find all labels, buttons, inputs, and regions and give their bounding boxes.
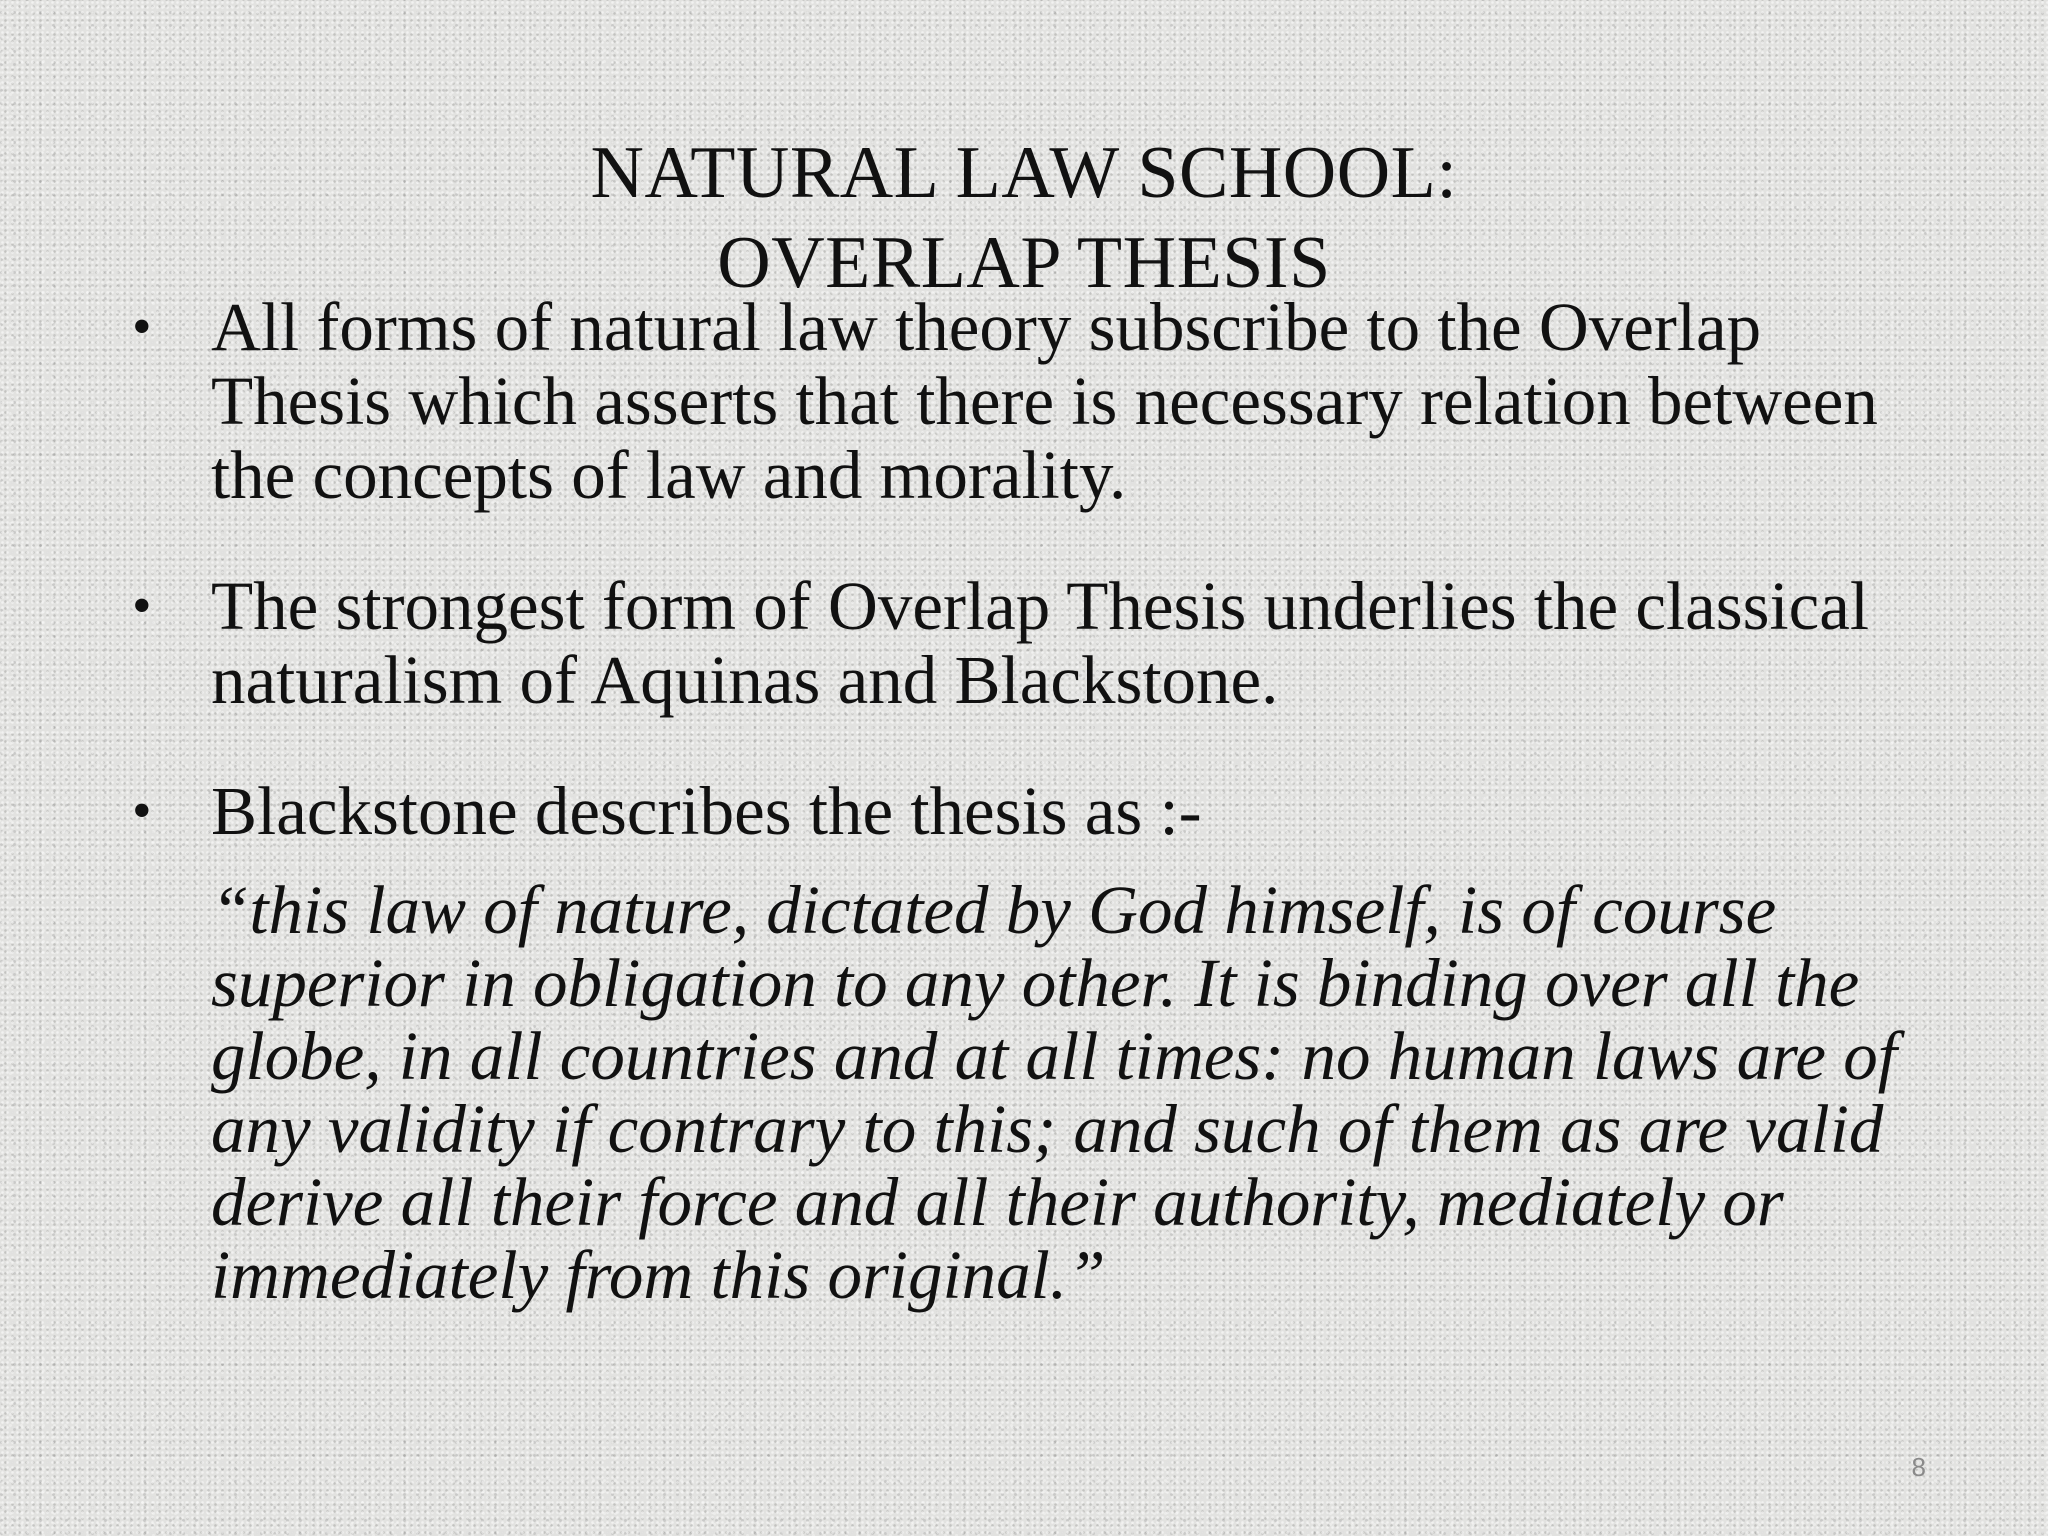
bullet-text: All forms of natural law theory subscribe to the Overlap Thesis which asserts that there is necessary relation between the concepts of law and morality. xyxy=(211,289,1878,513)
bullet-icon: • xyxy=(132,780,152,842)
bullet-list xyxy=(132,290,1932,1312)
bullet-text: Blackstone describes the thesis as :- xyxy=(211,773,1202,849)
bullet-text: The strongest form of Overlap Thesis underlies the classical naturalism of Aquinas and Blackstone. xyxy=(211,568,1870,718)
page-number: 8 xyxy=(1911,1452,1926,1482)
slide-title xyxy=(0,128,2048,308)
bullet-icon: • xyxy=(132,575,152,637)
bullet-icon: • xyxy=(132,296,152,358)
bullet-item-overlap-thesis xyxy=(132,290,1932,512)
bullet-item-strongest-form xyxy=(132,569,1932,717)
bullet-item-blackstone xyxy=(132,774,1932,1312)
blackstone-quote: “this law of nature, dictated by God himself, is of course superior in obligation to any other. It is binding over all the globe, in all countries and at all times: no human laws are of any validity if contrary to this; and such of them as are valid derive all their force and all their authority, mediately or immediately from this original.” xyxy=(211,872,1897,1313)
title-line-1: NATURAL LAW SCHOOL: xyxy=(590,131,1458,214)
title-line-2: OVERLAP THESIS xyxy=(717,221,1331,304)
